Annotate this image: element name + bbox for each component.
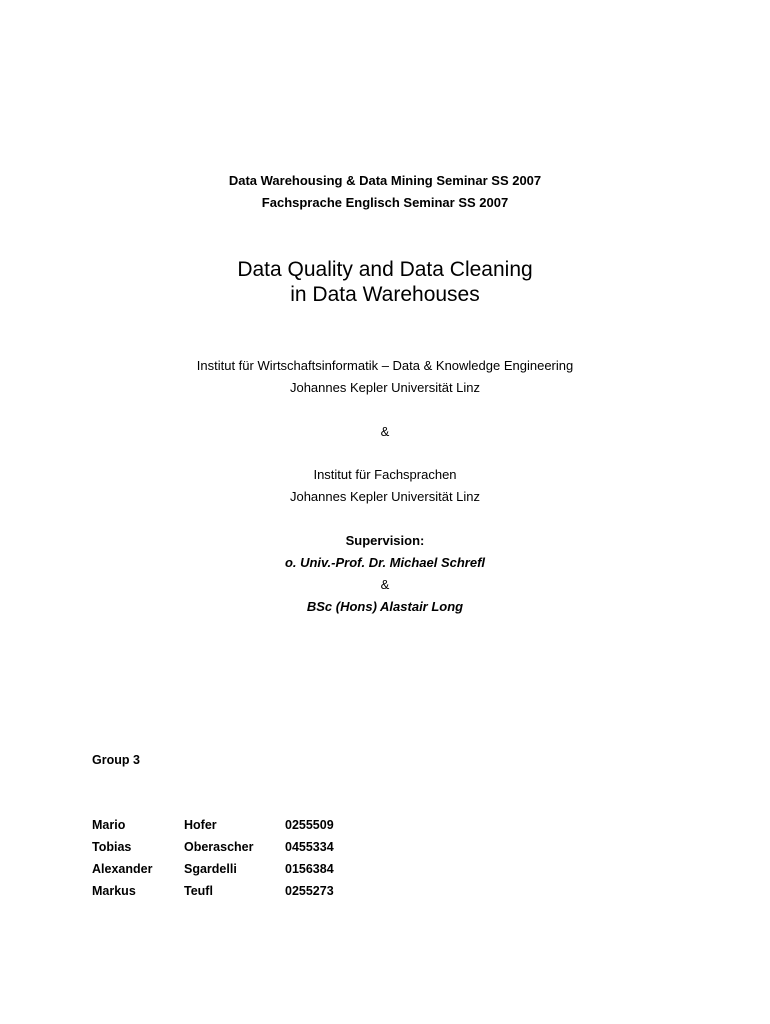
member-first-name: Markus bbox=[92, 884, 136, 898]
member-last-name: Teufl bbox=[184, 884, 213, 898]
institution-2-name: Institut für Fachsprachen bbox=[313, 467, 457, 482]
member-last-name: Oberascher bbox=[184, 840, 254, 854]
supervisor-separator: & bbox=[380, 577, 390, 592]
supervisor-1: o. Univ.-Prof. Dr. Michael Schrefl bbox=[284, 555, 486, 570]
document-title-line-2: in Data Warehouses bbox=[290, 283, 480, 306]
document-title-line-1: Data Quality and Data Cleaning bbox=[237, 258, 533, 281]
member-student-id: 0255509 bbox=[285, 818, 334, 832]
member-student-id: 0255273 bbox=[285, 884, 334, 898]
member-student-id: 0156384 bbox=[285, 862, 334, 876]
member-last-name: Hofer bbox=[184, 818, 217, 832]
seminar-line-1: Data Warehousing & Data Mining Seminar SS 2007 bbox=[228, 173, 542, 188]
institution-1-university: Johannes Kepler Universität Linz bbox=[289, 380, 481, 395]
seminar-line-2: Fachsprache Englisch Seminar SS 2007 bbox=[261, 195, 509, 210]
member-first-name: Tobias bbox=[92, 840, 132, 854]
member-last-name: Sgardelli bbox=[184, 862, 237, 876]
institution-2-university: Johannes Kepler Universität Linz bbox=[289, 489, 481, 504]
institution-1-name: Institut für Wirtschaftsinformatik – Data & Knowledge Engineering bbox=[196, 358, 574, 373]
supervisor-2: BSc (Hons) Alastair Long bbox=[306, 599, 464, 614]
member-student-id: 0455334 bbox=[285, 840, 334, 854]
institution-separator: & bbox=[380, 424, 390, 439]
supervision-label: Supervision: bbox=[345, 533, 425, 548]
group-label: Group 3 bbox=[92, 753, 140, 767]
member-first-name: Mario bbox=[92, 818, 126, 832]
member-first-name: Alexander bbox=[92, 862, 153, 876]
